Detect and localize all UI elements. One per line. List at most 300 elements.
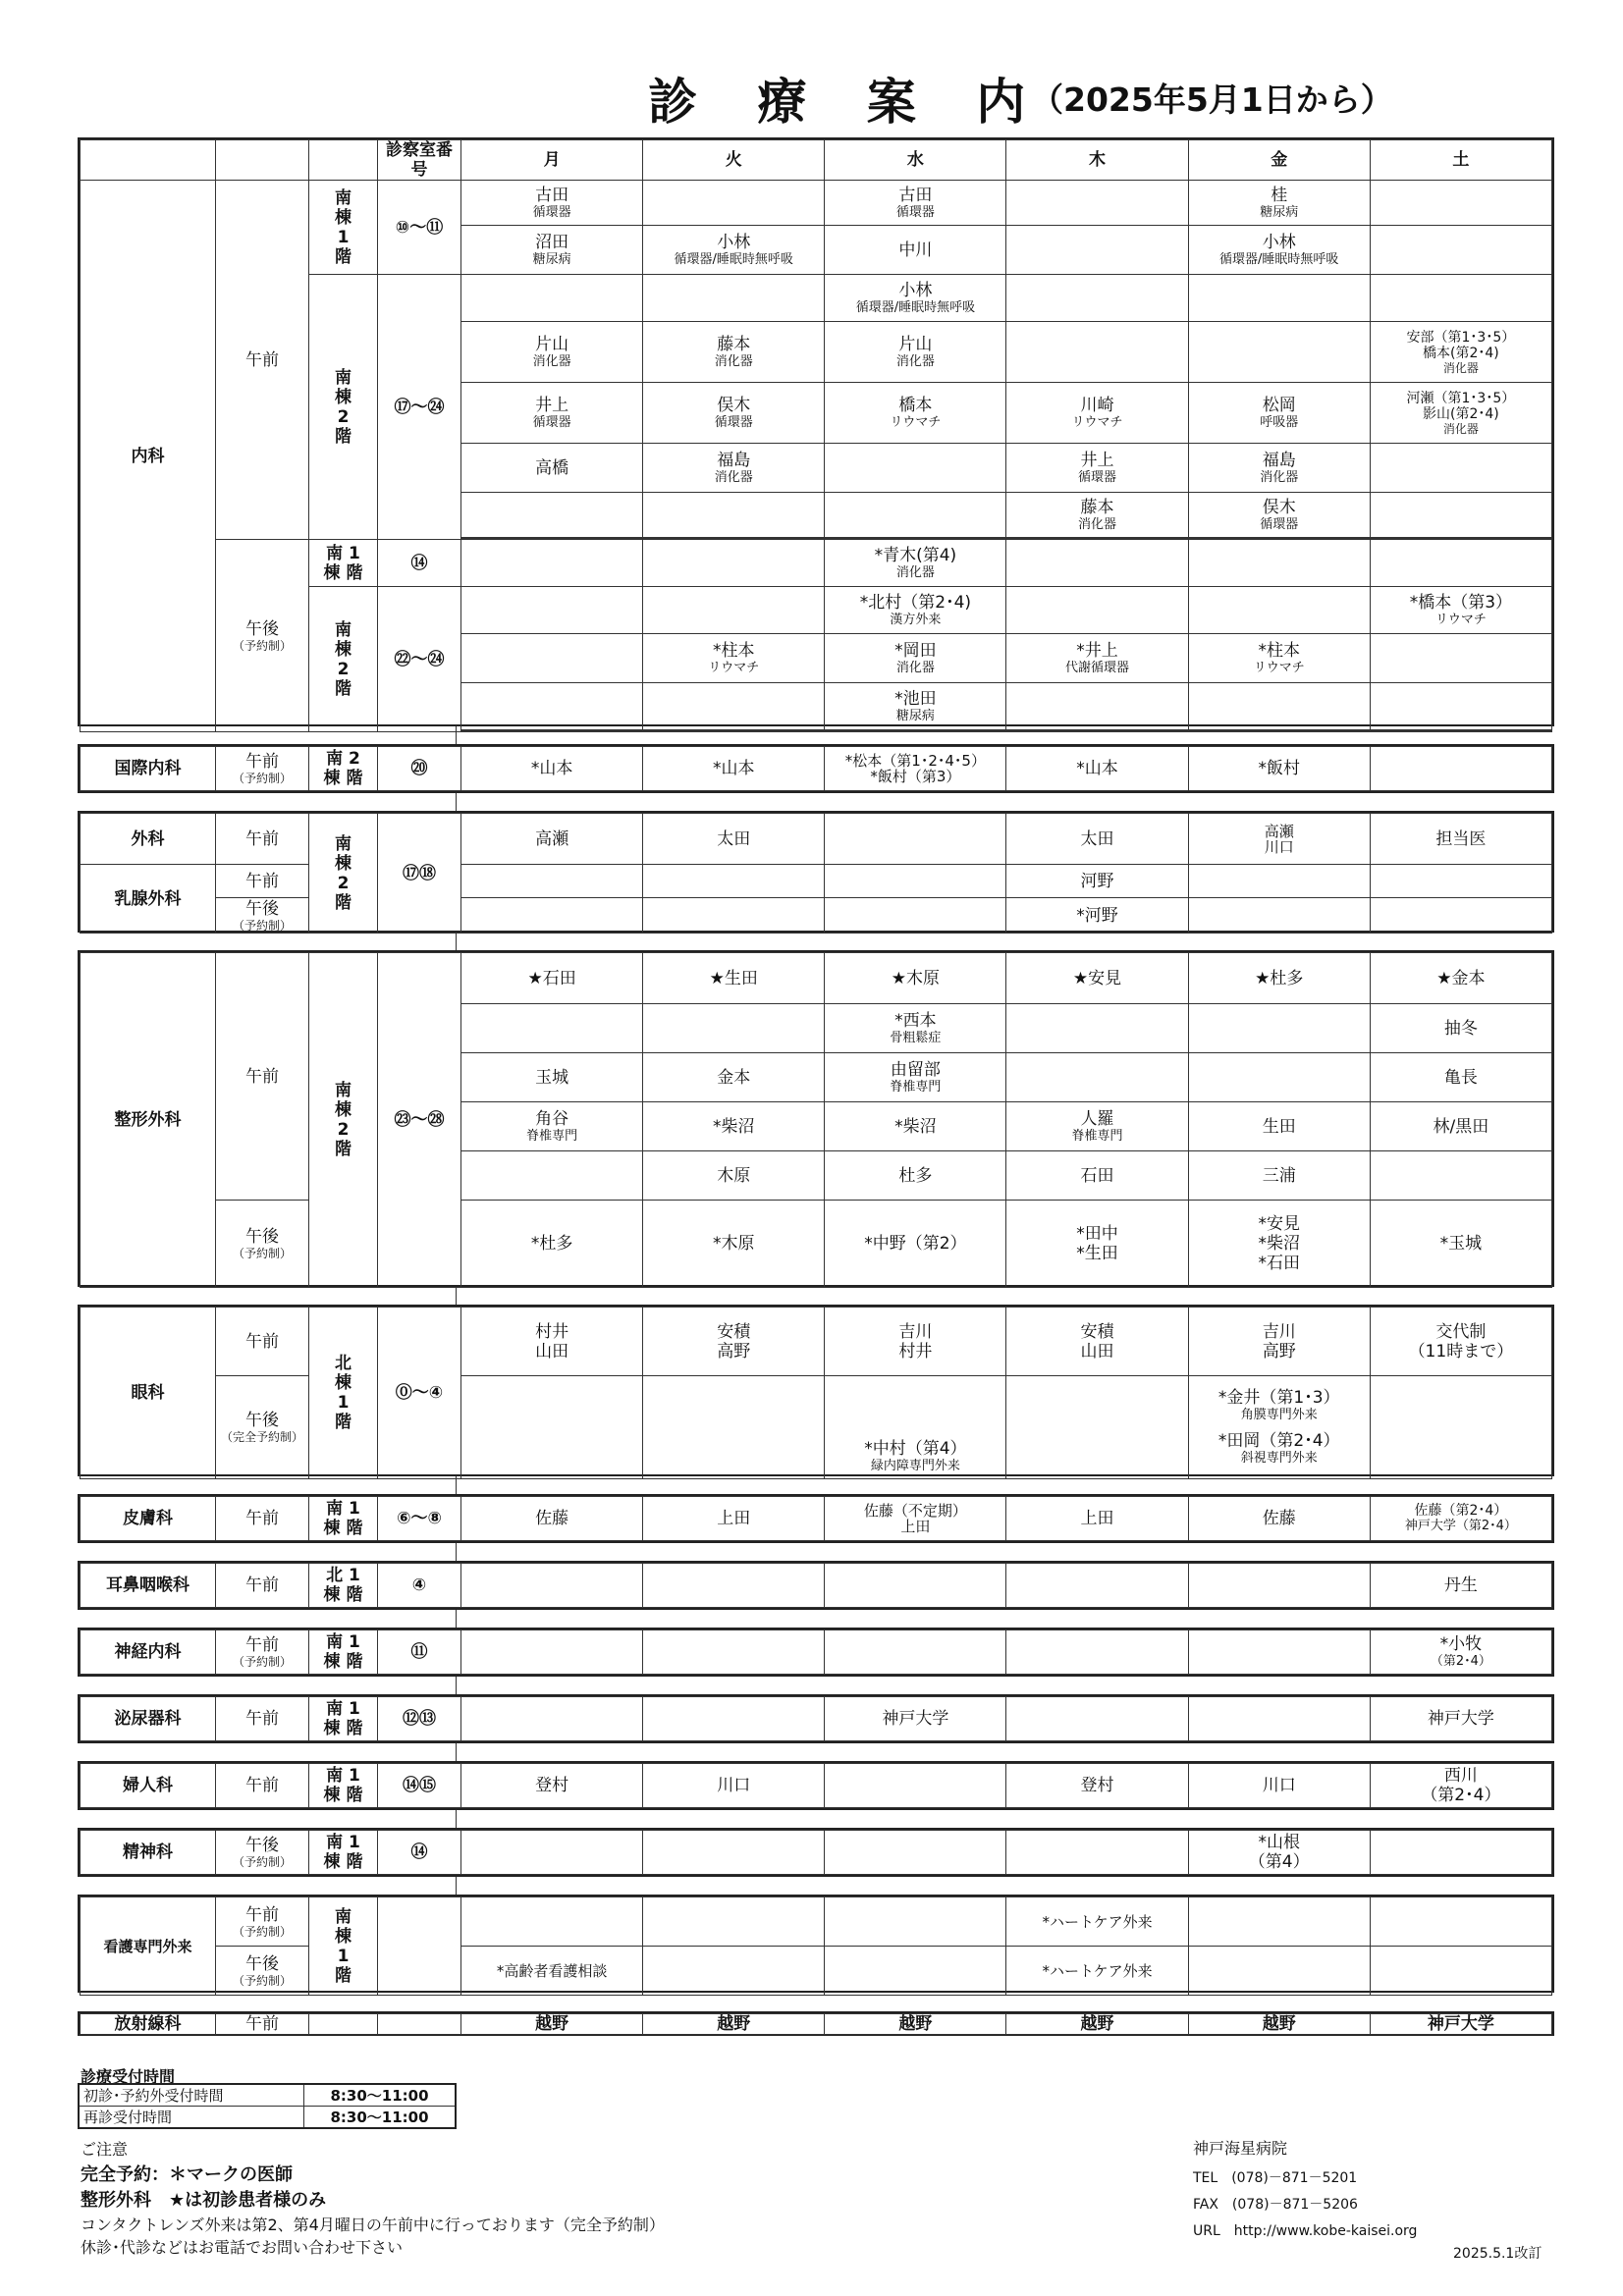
table-row [81, 1947, 1552, 1996]
table-cell [643, 1947, 825, 1996]
cell-text: 午後 [245, 898, 279, 919]
table-cell: 登村 [461, 1764, 643, 1808]
table-cell [1188, 634, 1370, 683]
table-cell [825, 747, 1006, 791]
table-cell: 三浦 [1188, 1151, 1370, 1201]
slot-pm [216, 540, 309, 732]
dept-jibi: 耳鼻咽喉科 [81, 1564, 216, 1608]
page-title: 診 療 案 内 [648, 74, 1048, 131]
table-cell [1188, 1897, 1370, 1947]
table-cell [825, 322, 1006, 383]
cell-text: 高野 [1262, 1341, 1296, 1362]
table-cell [825, 383, 1006, 444]
table-cell [461, 1004, 643, 1053]
table-cell [643, 1004, 825, 1053]
cell-text: 小林 [717, 232, 751, 252]
table-cell [643, 1564, 825, 1608]
table-cell: ⑥〜⑧ [378, 1497, 461, 1541]
cell-text: 小林 [898, 280, 933, 300]
table-cell [461, 731, 643, 732]
table-cell [461, 322, 643, 383]
table-cell [643, 493, 825, 538]
table-cell [1188, 1004, 1370, 1053]
cell-text: 桂 [1271, 185, 1288, 205]
table-cell [1188, 322, 1370, 383]
table-row [81, 1376, 1552, 1479]
table-cell: ⑳ [378, 747, 461, 791]
table-cell [461, 1151, 643, 1201]
table-cell [825, 814, 1006, 865]
location: 南 棟 2 階 [309, 587, 378, 732]
table-cell: ★石田 [461, 953, 643, 1004]
table-cell [1370, 898, 1551, 934]
table-row [79, 2084, 456, 2107]
table-cell: *ハートケア外来 [1006, 1897, 1188, 1947]
table-cell [1370, 493, 1551, 538]
table-row [81, 1564, 1552, 1608]
table-cell [1006, 540, 1188, 587]
table-cell [1370, 540, 1551, 587]
cell-text: *松本（第1･2･4･5） [844, 752, 986, 770]
room-number: ⑩〜⑪ [378, 181, 461, 275]
table-cell [1188, 1201, 1370, 1288]
table-cell: 再診受付時間 [79, 2107, 304, 2129]
cell-text: 消化器 [895, 564, 935, 580]
day-wed: 水 [825, 140, 1006, 181]
cell-text: *池田 [894, 688, 937, 709]
cell-text: 糖尿病 [895, 708, 935, 723]
table-cell [461, 634, 643, 683]
table-cell: 川口 [643, 1764, 825, 1808]
cell-text: 吉川 [898, 1321, 933, 1342]
revision-date: 2025.5.1改訂 [1453, 2246, 1542, 2262]
table-cell [1006, 383, 1188, 444]
table-cell [643, 634, 825, 683]
hoshasen-block [78, 2011, 1554, 2036]
table-cell [825, 865, 1006, 898]
cell-text: 午前 [245, 1635, 279, 1655]
cell-text: 漢方外来 [890, 612, 942, 627]
table-cell [216, 1376, 309, 1479]
cell-text: 川口 [1264, 837, 1294, 856]
table-cell: ⑪ [378, 1630, 461, 1675]
cell-text: 井上 [1080, 450, 1114, 470]
table-cell: 上田 [1006, 1497, 1188, 1541]
table-cell [1006, 1004, 1188, 1053]
table-cell [1370, 226, 1551, 275]
cell-text: *飯村（第3） [870, 768, 961, 785]
cell-text: 藤本 [717, 334, 751, 354]
table-cell [1370, 1376, 1551, 1479]
table-cell: 南 棟 2 階 [309, 814, 378, 934]
cell-text: 循環器 [714, 414, 753, 430]
table-cell: ㉓〜㉘ [378, 953, 461, 1288]
table-cell [461, 1564, 643, 1608]
cell-text: 俣木 [1262, 497, 1296, 517]
table-cell: 午前 [216, 2014, 309, 2035]
dept-fujin: 婦人科 [81, 1764, 216, 1808]
cell-text: 午後 [245, 1411, 279, 1430]
table-cell: 南 1 棟 階 [309, 1764, 378, 1808]
table-row [81, 1308, 1552, 1376]
table-cell: *山本 [1006, 747, 1188, 791]
table-cell [1188, 1053, 1370, 1102]
table-row [81, 1831, 1552, 1875]
table-cell [461, 275, 643, 322]
table-cell [461, 1831, 643, 1875]
table-cell [643, 865, 825, 898]
kokusai-block [78, 744, 1554, 793]
cell-text: 橋本 [898, 395, 933, 415]
tel: TEL (078)－871－5201 [1193, 2170, 1358, 2186]
fujin-block [78, 1761, 1554, 1810]
table-cell [461, 1102, 643, 1151]
cell-text: *金井（第1･3） [1217, 1388, 1340, 1408]
table-cell: ★金本 [1370, 953, 1551, 1004]
table-cell: 林/黒田 [1370, 1102, 1551, 1151]
table-cell: *山本 [461, 747, 643, 791]
table-cell [825, 540, 1006, 587]
table-cell [1006, 444, 1188, 493]
cell-text: 沼田 [535, 232, 569, 252]
cell-text: 河瀬（第1･3･5） [1406, 390, 1516, 406]
table-cell [461, 383, 643, 444]
table-cell: 神戸大学 [825, 1697, 1006, 1741]
table-cell [1188, 865, 1370, 898]
table-cell [461, 683, 643, 730]
table-cell [1006, 181, 1188, 226]
cell-text: （11時まで） [1408, 1341, 1514, 1362]
cell-text: 橋本(第2･4) [1423, 345, 1499, 361]
cell-text: 午後 [245, 618, 279, 639]
fax: FAX (078)－871－5206 [1193, 2197, 1358, 2213]
table-cell [643, 1697, 825, 1741]
cell-text: 古田 [535, 185, 569, 205]
table-row [81, 2014, 1552, 2035]
table-cell [1006, 731, 1188, 732]
table-cell [1188, 1697, 1370, 1741]
dept-ganka: 眼科 [81, 1308, 216, 1479]
cell-text: リウマチ [1071, 414, 1123, 430]
table-cell [1188, 1308, 1370, 1376]
day-thu: 木 [1006, 140, 1188, 181]
table-cell: 8:30〜11:00 [304, 2084, 457, 2107]
note-phone: 休診･代診などはお電話でお問い合わせ下さい [81, 2238, 404, 2257]
table-cell: ★安見 [1006, 953, 1188, 1004]
cell-text: 村井 [898, 1341, 933, 1362]
table-cell: *玉城 [1370, 1201, 1551, 1288]
table-row [81, 181, 1552, 226]
table-cell: 河野 [1006, 865, 1188, 898]
table-cell: 越野 [825, 2014, 1006, 2035]
note-contact-lens: コンタクトレンズ外来は第2、第4月曜日の午前中に行っております（完全予約制） [81, 2216, 665, 2234]
cell-text: 代謝循環器 [1065, 660, 1130, 675]
cell-text: *柱本 [712, 640, 755, 661]
website-link[interactable]: URL http://www.kobe-kaisei.org [1193, 2223, 1418, 2239]
effective-date: （2025年5月1日から） [1031, 80, 1393, 119]
day-fri: 金 [1188, 140, 1370, 181]
table-cell [378, 1897, 461, 1996]
cell-text: 消化器 [532, 353, 571, 369]
table-cell: *木原 [643, 1201, 825, 1288]
table-row [81, 540, 1552, 587]
table-cell: 高瀬 [461, 814, 643, 865]
table-cell: 太田 [1006, 814, 1188, 865]
table-cell [643, 275, 825, 322]
table-cell: 木原 [643, 1151, 825, 1201]
table-cell [1370, 1308, 1551, 1376]
table-cell: 南 1 棟 階 [309, 1497, 378, 1541]
table-row [79, 2107, 456, 2129]
note-orthopedics: 整形外科 ★は初診患者様のみ [81, 2190, 327, 2211]
table-cell [825, 1376, 1006, 1479]
table-cell [643, 731, 825, 732]
table-cell [825, 1897, 1006, 1947]
table-cell [1188, 814, 1370, 865]
table-cell: 午前 [216, 1497, 309, 1541]
cell-text: 角谷 [535, 1108, 569, 1129]
cell-text: 消化器 [1260, 469, 1299, 485]
cell-text: 中川 [898, 240, 933, 260]
table-cell [825, 493, 1006, 538]
table-cell: 金本 [643, 1053, 825, 1102]
cell-text: 安積 [717, 1321, 751, 1342]
cell-text: （第4） [1248, 1852, 1310, 1872]
cell-text: 午前 [245, 1904, 279, 1925]
table-cell [825, 275, 1006, 322]
cell-text: （予約制） [232, 638, 292, 653]
table-cell [81, 140, 216, 181]
table-cell [643, 226, 825, 275]
table-row [81, 1697, 1552, 1741]
ganka-block [78, 1305, 1554, 1476]
table-cell: 越野 [1006, 2014, 1188, 2035]
cell-text: *青木(第4) [874, 545, 957, 565]
cell-text: 俣木 [717, 395, 751, 415]
table-cell: 午前 [216, 1764, 309, 1808]
table-cell [1006, 275, 1188, 322]
table-cell [1006, 1697, 1188, 1741]
table-cell [216, 1897, 309, 1947]
table-cell [309, 2014, 378, 2035]
table-cell [461, 226, 643, 275]
table-cell: 南 1 棟 階 [309, 1630, 378, 1675]
cell-text: 循環器/睡眠時無呼吸 [674, 251, 793, 267]
table-cell [825, 1630, 1006, 1675]
table-cell [1006, 1053, 1188, 1102]
table-cell: *中野（第2） [825, 1201, 1006, 1288]
dept-seikei: 整形外科 [81, 953, 216, 1288]
table-cell [378, 2014, 461, 2035]
table-cell [643, 1630, 825, 1675]
table-cell [1006, 1564, 1188, 1608]
table-cell [1370, 383, 1551, 444]
cell-text: 消化器 [1442, 360, 1479, 375]
table-cell [1370, 683, 1551, 730]
table-cell [1370, 634, 1551, 683]
cell-text: （第2･4） [1421, 1786, 1501, 1805]
day-tue: 火 [643, 140, 825, 181]
cell-text: 安積 [1080, 1321, 1114, 1342]
table-row [81, 814, 1552, 865]
table-cell [825, 1831, 1006, 1875]
table-cell [1006, 634, 1188, 683]
cell-text: 循環器 [532, 204, 571, 220]
dept-hifu: 皮膚科 [81, 1497, 216, 1541]
table-cell [1188, 383, 1370, 444]
table-cell [1006, 1201, 1188, 1288]
header-row [81, 140, 1552, 181]
table-cell [216, 1831, 309, 1875]
cell-text: *安見 [1258, 1214, 1300, 1234]
table-cell [643, 898, 825, 934]
cell-text: 脊椎専門 [1071, 1128, 1123, 1144]
table-row [81, 1897, 1552, 1947]
table-cell [1370, 1947, 1551, 1996]
table-cell: 初診･予約外受付時間 [79, 2084, 304, 2107]
cell-text: 循環器 [1260, 516, 1299, 532]
table-cell [1188, 226, 1370, 275]
cell-text: 人羅 [1080, 1108, 1114, 1129]
table-cell [1188, 275, 1370, 322]
cell-text: 循環器 [532, 414, 571, 430]
day-mon: 月 [461, 140, 643, 181]
cell-text: （予約制） [232, 1655, 292, 1669]
cell-text: *柱本 [1258, 640, 1300, 661]
table-cell [1188, 683, 1370, 730]
cell-text: *山根 [1258, 1833, 1300, 1852]
table-row [81, 898, 1552, 934]
table-cell [1370, 587, 1551, 634]
table-cell [825, 898, 1006, 934]
table-cell: ⑰⑱ [378, 814, 461, 934]
cell-text: *中村（第4） [864, 1439, 967, 1459]
cell-text: 消化器 [714, 469, 753, 485]
table-cell [461, 1630, 643, 1675]
table-cell [461, 1697, 643, 1741]
table-cell [1370, 1151, 1551, 1201]
table-cell: *飯村 [1188, 747, 1370, 791]
table-cell: 午前 [216, 814, 309, 865]
table-cell [825, 1497, 1006, 1541]
cell-text: 山田 [1080, 1341, 1114, 1362]
cell-text: 古田 [898, 185, 933, 205]
jibi-block [78, 1561, 1554, 1610]
cell-text: 福島 [717, 450, 751, 470]
cell-text: リウマチ [708, 660, 760, 675]
seishin-block [78, 1828, 1554, 1877]
table-cell [1370, 731, 1551, 732]
table-cell [643, 1376, 825, 1479]
table-cell: 神戸大学 [1370, 2014, 1551, 2035]
table-cell [1188, 587, 1370, 634]
cell-text: *井上 [1076, 640, 1118, 661]
location: 南 1 棟 階 [309, 540, 378, 587]
location: 南 棟 2 階 [309, 275, 378, 540]
table-cell: 抽冬 [1370, 1004, 1551, 1053]
table-cell: *柴沼 [825, 1102, 1006, 1151]
table-cell [216, 1201, 309, 1288]
table-cell: ⑫⑬ [378, 1697, 461, 1741]
cell-text: 村井 [535, 1321, 569, 1342]
table-cell [1188, 444, 1370, 493]
cell-text: （予約制） [232, 1973, 292, 1988]
table-cell [461, 540, 643, 587]
table-row [81, 1630, 1552, 1675]
table-cell [1370, 747, 1551, 791]
table-cell: ⑭ [378, 1831, 461, 1875]
cell-text: 高野 [717, 1341, 751, 1362]
cell-text: 佐藤（不定期） [863, 1502, 967, 1520]
cell-text: 福島 [1262, 450, 1296, 470]
table-cell [461, 1897, 643, 1947]
table-cell: 佐藤 [461, 1497, 643, 1541]
cell-text: 呼吸器 [1260, 414, 1299, 430]
table-cell: *杜多 [461, 1201, 643, 1288]
table-cell [1006, 1102, 1188, 1151]
cell-text: 片山 [898, 334, 933, 354]
location: 南 棟 1 階 [309, 181, 378, 275]
table-cell: 神戸大学 [1370, 1697, 1551, 1741]
cell-text: 循環器 [895, 204, 935, 220]
hospital-name: 神戸海星病院 [1193, 2139, 1288, 2158]
table-cell [1006, 1308, 1188, 1376]
cell-text: 糖尿病 [1260, 204, 1299, 220]
shinkei-block [78, 1628, 1554, 1677]
table-cell [1188, 1831, 1370, 1875]
table-cell: 担当医 [1370, 814, 1551, 865]
table-cell: *柴沼 [643, 1102, 825, 1151]
table-cell: ⑭⑮ [378, 1764, 461, 1808]
cell-text: 午後 [245, 1227, 279, 1247]
cell-text: 循環器/睡眠時無呼吸 [855, 299, 976, 315]
table-cell [1188, 540, 1370, 587]
cell-text: 神戸大学（第2･4） [1404, 1519, 1517, 1533]
cell-text: *西本 [894, 1010, 937, 1031]
table-cell: 午前 [216, 865, 309, 898]
table-cell: 越野 [643, 2014, 825, 2035]
cell-text: 上田 [900, 1518, 931, 1535]
day-sat: 土 [1370, 140, 1551, 181]
cell-text: 斜視専門外来 [1240, 1451, 1318, 1466]
cell-text: *田岡（第2･4） [1217, 1431, 1340, 1451]
cell-text: 井上 [535, 395, 569, 415]
table-cell [1188, 1564, 1370, 1608]
table-cell [1188, 1947, 1370, 1996]
table-cell: 越野 [461, 2014, 643, 2035]
cell-text: 午後 [245, 1836, 279, 1855]
cell-text: *岡田 [894, 640, 937, 661]
table-cell: 丹生 [1370, 1564, 1551, 1608]
table-cell: 午前 [216, 1308, 309, 1376]
table-cell [216, 1947, 309, 1996]
room-number: ⑰〜㉔ [378, 275, 461, 540]
cell-text: 藤本 [1080, 497, 1114, 517]
cell-text: 佐藤（第2･4） [1414, 1503, 1508, 1519]
table-cell [825, 1053, 1006, 1102]
table-cell [825, 587, 1006, 634]
table-cell [1370, 1897, 1551, 1947]
cell-text: *北村（第2･4) [859, 592, 972, 613]
cell-text: 高瀬 [1264, 822, 1294, 840]
note-reservation: 完全予約：＊マークの医師 [81, 2164, 293, 2185]
room-number: ㉒〜㉔ [378, 587, 461, 732]
table-cell [1188, 493, 1370, 538]
table-cell [825, 634, 1006, 683]
table-cell [216, 747, 309, 791]
table-cell: 太田 [643, 814, 825, 865]
cell-text: 午後 [245, 1953, 279, 1974]
